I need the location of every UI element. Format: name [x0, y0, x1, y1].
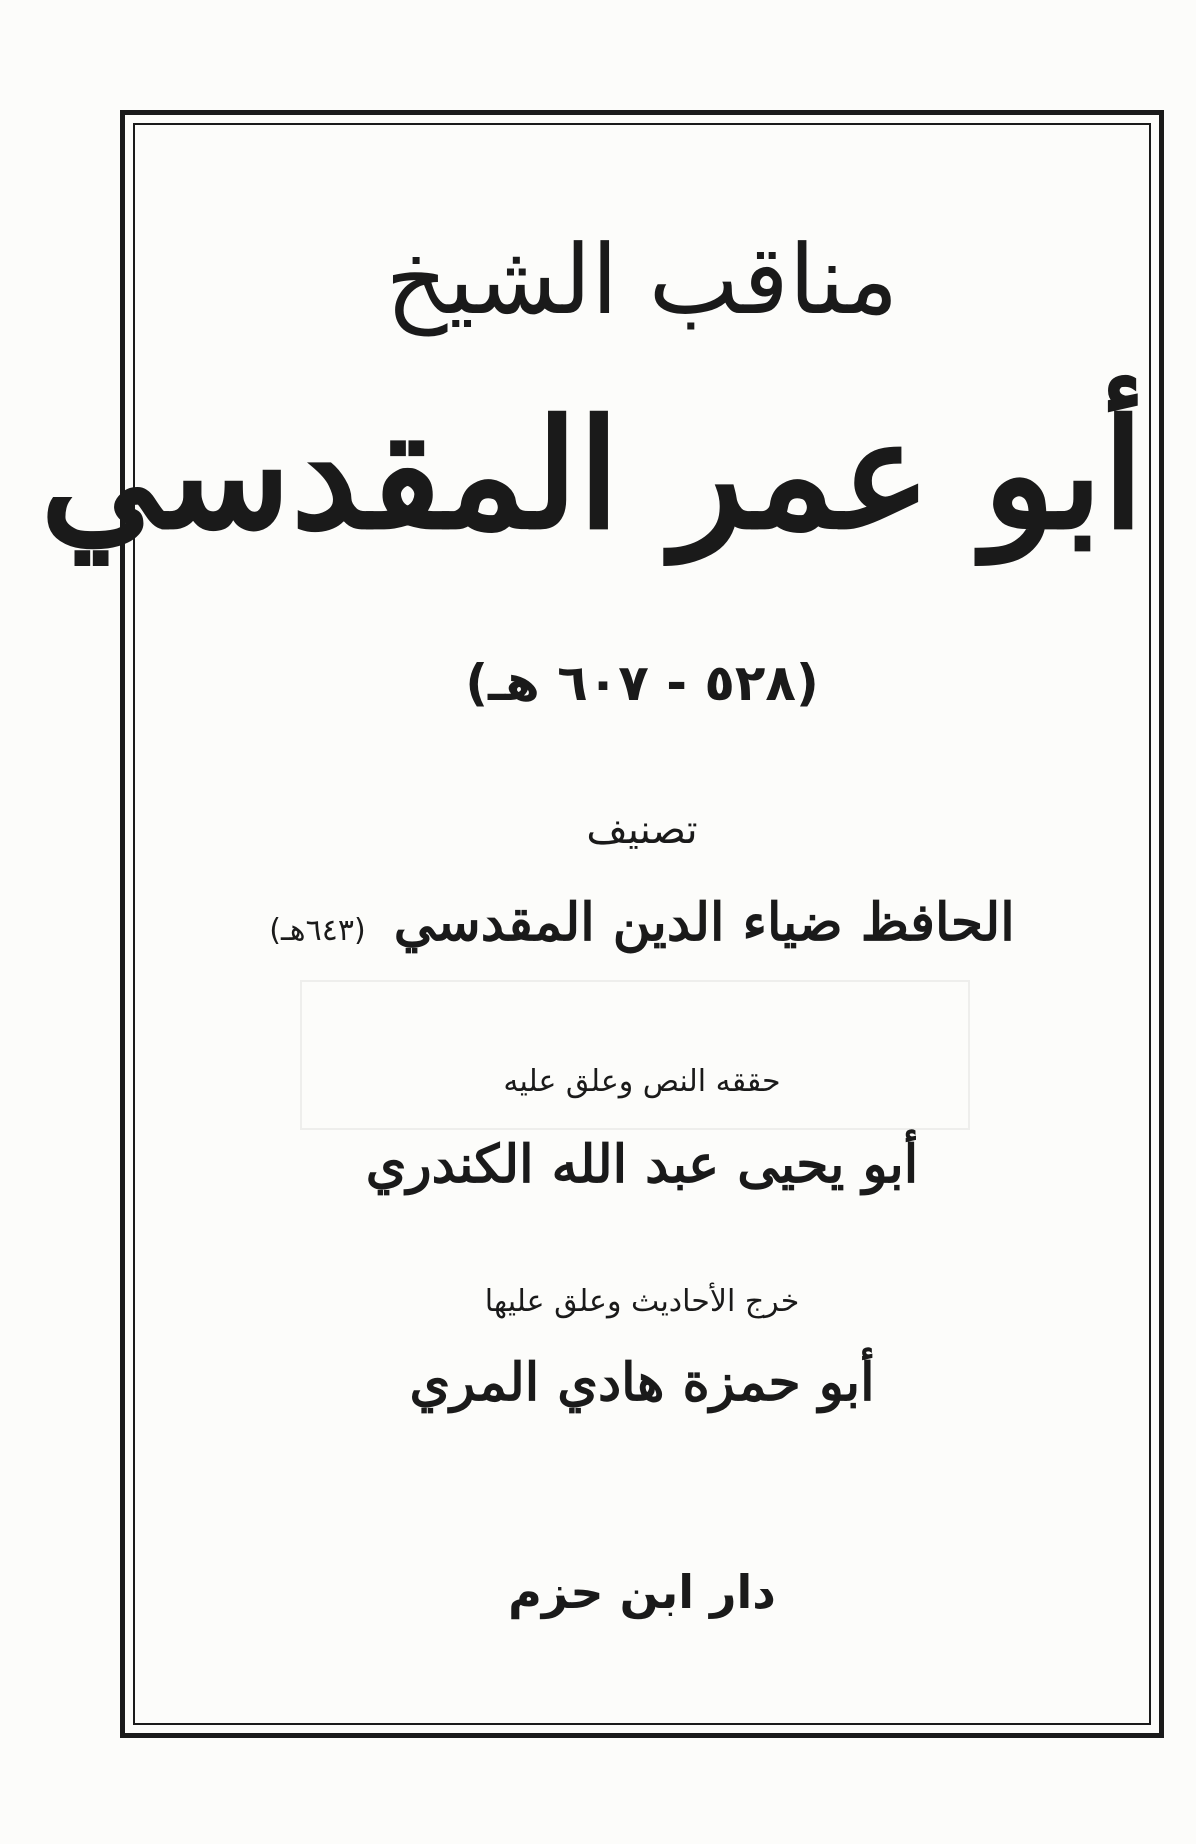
- publisher-name: دار ابن حزم: [508, 1565, 776, 1619]
- book-title-line2: أبو عمر المقدسي: [40, 387, 1144, 563]
- verified-by-label: حققه النص وعلق عليه: [503, 1064, 781, 1099]
- book-title-line1: مناقب الشيخ: [385, 224, 899, 336]
- hadith-editor-name: أبو حمزة هادي المري: [409, 1352, 875, 1413]
- hadith-verification-label: خرج الأحاديث وعلق عليها: [484, 1284, 800, 1319]
- compiled-by-label: تصنيف: [586, 807, 698, 853]
- editor-name: أبو يحيى عبد الله الكندري: [365, 1134, 919, 1195]
- author-name: الحافظ ضياء الدين المقدسي: [393, 892, 1015, 953]
- title-page-content: [40, 130, 1144, 1720]
- author-line: [140, 888, 1144, 966]
- author-death-date: (٦٤٣هـ): [269, 913, 366, 948]
- lifespan-dates: (٥٢٨ - ٦٠٧ هـ): [465, 654, 819, 712]
